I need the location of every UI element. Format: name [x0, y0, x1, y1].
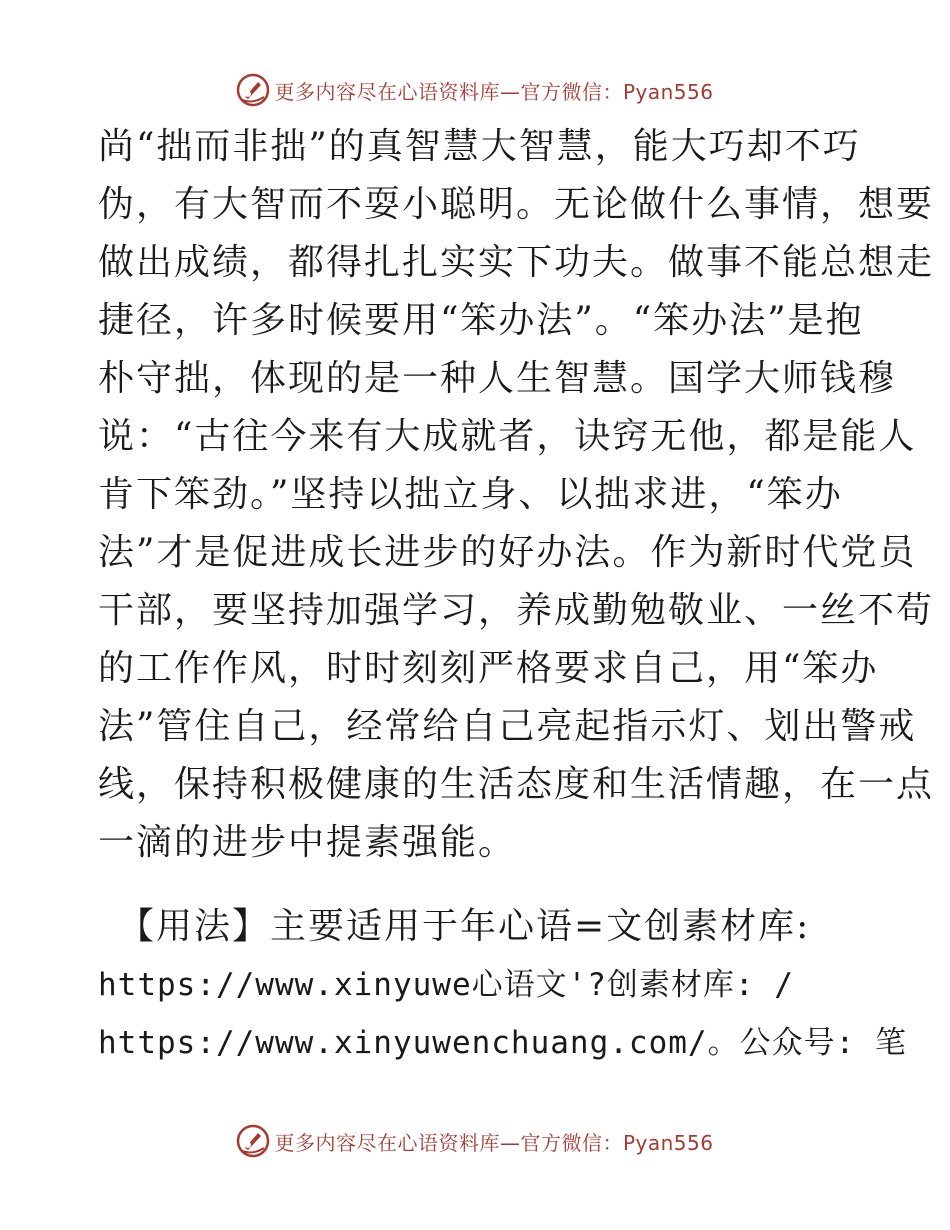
body-line-12: 线，保持积极健康的生活态度和生活情趣，在一点	[98, 764, 935, 805]
body-line-13: 一滴的进步中提素强能。	[98, 822, 517, 863]
usage-line: 【用法】主要适用于年心语=文创素材库:	[118, 906, 811, 947]
body-line-9: 干部，要坚持加强学习，养成勤勉敬业、一丝不苟	[98, 590, 935, 631]
body-line-3: 做出成绩，都得扎扎实实下功夫。做事不能总想走	[98, 242, 935, 283]
url-line-2: https://www.xinyuwenchuang.com/。公众号: 笔	[98, 1025, 907, 1061]
body-line-2: 伪，有大智而不耍小聪明。无论做什么事情，想要	[98, 184, 935, 225]
body-line-8: 法”才是促进成长进步的好办法。作为新时代党员	[98, 532, 917, 573]
body-line-4: 捷径，许多时候要用“笨办法”。“笨办法”是抱	[98, 300, 864, 341]
body-line-5: 朴守拙，体现的是一种人生智慧。国学大师钱穆	[98, 358, 897, 399]
brand-logo-icon	[236, 73, 270, 107]
body-line-11: 法”管住自己，经常给自己亮起指示灯、划出警戒	[98, 706, 917, 747]
header-banner-text: 更多内容尽在心语资料库—官方微信：Pyan556	[274, 79, 714, 104]
body-line-10: 的工作作风，时时刻刻严格要求自己，用“笨办	[98, 648, 879, 689]
brand-logo-icon	[236, 1124, 270, 1158]
body-line-1: 尚“拙而非拙”的真智慧大智慧，能大巧却不巧	[98, 126, 861, 167]
footer-banner-text: 更多内容尽在心语资料库—官方微信：Pyan556	[274, 1130, 714, 1155]
url-line-1: https://www.xinyuwe心语文'?创素材库: /	[98, 967, 794, 1003]
header-banner	[0, 70, 950, 110]
document-body	[98, 118, 935, 1072]
body-line-7: 肯下笨劲。”坚持以拙立身、以拙求进，“笨办	[98, 474, 843, 515]
footer-banner	[0, 1121, 950, 1161]
body-line-6: 说：“古往今来有大成就者，诀窍无他，都是能人	[98, 416, 917, 457]
paragraph-gap	[98, 872, 858, 898]
